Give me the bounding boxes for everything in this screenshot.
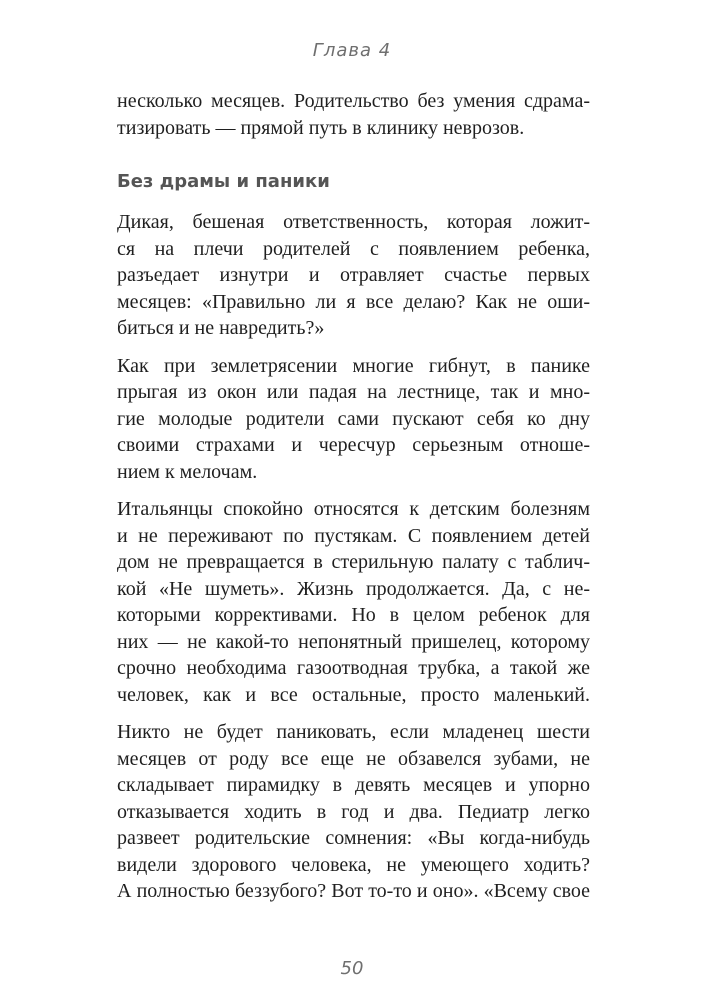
paragraph-2 xyxy=(117,353,590,486)
text-line: дом не превращается в стерильную палату с таблич- xyxy=(117,551,590,573)
running-head: Глава 4 xyxy=(312,40,392,61)
text-line: человек, как и все остальные, просто маленький. xyxy=(117,683,590,706)
text-line: нием к мелочам. xyxy=(117,460,258,483)
text-line: Итальянцы спокойно относятся к детским болезням xyxy=(117,498,590,520)
text-line: срочно необходима газоотводная трубка, а такой же xyxy=(117,657,590,679)
text-line: и не переживают по пустякам. С появлением детей xyxy=(117,524,590,547)
text-line: месяцев от роду все еще не обзавелся зубами, не xyxy=(117,747,590,770)
text-line: Дикая, бешеная ответственность, которая ложит- xyxy=(117,211,590,233)
text-line: кой «Не шуметь». Жизнь продолжается. Да, с не- xyxy=(117,577,590,600)
text-line: Никто не будет паниковать, если младенец шести xyxy=(117,721,590,743)
text-line: месяцев: «Правильно ли я все делаю? Как не оши- xyxy=(117,290,590,313)
text-line: гие молодые родители сами пускают себя ко дну xyxy=(117,407,590,430)
page-body xyxy=(117,88,590,916)
text-line: отказывается ходить в год и два. Педиатр легко xyxy=(117,800,590,823)
text-line: Как при землетрясении многие гибнут, в панике xyxy=(117,354,590,377)
text-line: своими страхами и чересчур серьезным отноше- xyxy=(117,434,590,456)
paragraph-3 xyxy=(117,496,590,708)
text-line: складывает пирамидку в девять месяцев и упорно xyxy=(117,774,590,796)
section-heading: Без драмы и паники xyxy=(117,171,330,192)
intro-paragraph xyxy=(117,88,590,141)
text-line: которыми коррективами. Но в целом ребенок для xyxy=(117,604,590,626)
text-line: биться и не навредить?» xyxy=(117,317,325,339)
text-line: несколько месяцев. Родительство без умения сдрама- xyxy=(117,90,590,112)
page-number: 50 xyxy=(340,958,364,979)
text-line: развеет родительские сомнения: «Вы когда-нибудь xyxy=(117,827,590,849)
text-line: ся на плечи родителей с появлением ребенка, xyxy=(117,237,590,260)
text-line: разъедает изнутри и отравляет счастье первых xyxy=(117,264,590,286)
paragraph-4 xyxy=(117,719,590,905)
text-line: видели здорового человека, не умеющего ходить? xyxy=(117,853,590,876)
text-line: А полностью беззубого? Вот то-то и оно». «Всему свое xyxy=(117,880,590,902)
text-line: тизировать — прямой путь в клинику неврозов. xyxy=(117,116,525,139)
text-line: них — не какой-то непонятный пришелец, которому xyxy=(117,630,590,653)
text-line: прыгая из окон или падая на лестнице, так и мно- xyxy=(117,381,590,403)
paragraph-1 xyxy=(117,209,590,342)
